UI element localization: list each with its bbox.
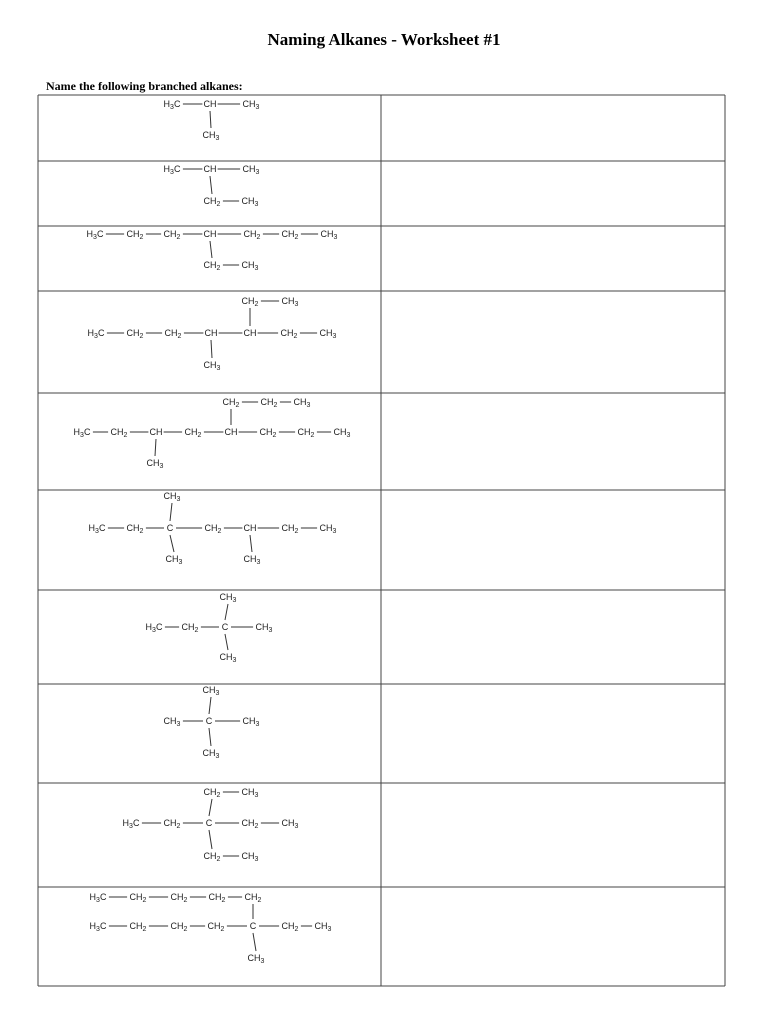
atom-label: $H_3C$ [88,523,106,535]
atom-label: $CH_3$ [293,397,311,409]
atom-label: $CH_2$ [204,523,222,535]
bond-line [155,439,156,456]
atom-label: $CH_3$ [163,491,181,503]
bond-line [170,503,172,521]
atom-label: $CH_3$ [242,716,260,728]
atom-label: $CH_3$ [242,99,260,111]
atom-label: $H_3C$ [73,427,91,439]
bond-line [170,535,174,552]
atom-label: $H_3C$ [122,818,140,830]
atom-label: $CH_3$ [241,851,259,863]
atom-label: $CH_2$ [170,921,188,933]
atom-label: CH [203,99,217,109]
atom-label: CH [149,427,163,437]
bond-line [210,111,211,128]
atom-label: $CH_2$ [110,427,128,439]
atom-label: $CH_2$ [164,328,182,340]
atom-label: C [221,622,229,632]
atom-label: CH [243,523,257,533]
atom-label: $CH_3$ [281,296,299,308]
atom-label: $H_3C$ [89,892,107,904]
atom-label: $CH_3$ [314,921,332,933]
answer-cell [382,96,724,160]
answer-cell [382,685,724,782]
atom-label: $H_3C$ [86,229,104,241]
atom-label: $CH_3$ [219,652,237,664]
instruction-text: Name the following branched alkanes: [46,79,243,93]
atom-label: $CH_2$ [241,818,259,830]
bond-line [210,176,212,194]
atom-label: $CH_3$ [242,164,260,176]
atom-label: $CH_2$ [208,892,226,904]
atom-label: $CH_2$ [297,427,315,439]
atom-label: CH [204,328,218,338]
atom-label: $CH_3$ [247,953,265,965]
atom-label: $CH_2$ [129,892,147,904]
atom-label: $CH_2$ [203,260,221,272]
atom-label: $CH_3$ [241,260,259,272]
atom-label: CH [243,328,257,338]
atom-label: $CH_3$ [163,716,181,728]
atom-label: C [166,523,174,533]
atom-label: $H_3C$ [163,164,181,176]
atom-label: $CH_3$ [320,229,338,241]
atom-label: $CH_2$ [259,427,277,439]
atom-label: $CH_2$ [243,229,261,241]
atom-label: $CH_3$ [333,427,351,439]
atom-label: $CH_3$ [241,787,259,799]
atom-label: $CH_2$ [163,229,181,241]
atom-label: $H_3C$ [89,921,107,933]
atom-label: $CH_2$ [241,296,259,308]
atom-label: C [249,921,257,931]
atom-label: $CH_2$ [203,851,221,863]
atom-label: $CH_2$ [163,818,181,830]
answer-cell [382,888,724,985]
atom-label: $CH_3$ [281,818,299,830]
atom-label: $H_3C$ [87,328,105,340]
atom-label: $CH_2$ [184,427,202,439]
atom-label: $H_3C$ [145,622,163,634]
atom-label: $CH_3$ [241,196,259,208]
atom-label: $CH_2$ [126,328,144,340]
answer-cell [382,227,724,290]
atom-label: $CH_2$ [203,196,221,208]
bond-line [210,241,212,258]
atom-label: CH [203,229,217,239]
bond-line [209,697,211,714]
atom-label: C [205,818,213,828]
bond-line [253,933,256,951]
bond-line [209,830,212,849]
atom-label: $CH_3$ [202,685,220,697]
bond-line [211,340,212,358]
answer-cell [382,491,724,589]
answer-cell [382,394,724,489]
atom-label: $CH_2$ [126,229,144,241]
atom-label: $CH_2$ [281,229,299,241]
atom-label: $CH_2$ [203,787,221,799]
atom-label: $CH_3$ [319,328,337,340]
answer-cell [382,591,724,683]
atom-label: $CH_3$ [202,748,220,760]
atom-label: $CH_2$ [181,622,199,634]
atom-label: $CH_3$ [255,622,273,634]
atom-label: $CH_2$ [207,921,225,933]
atom-label: CH [224,427,238,437]
bond-line [225,604,228,620]
bond-line [209,799,212,816]
atom-label: $CH_3$ [165,554,183,566]
atom-label: $CH_3$ [203,360,221,372]
atom-label: $CH_2$ [280,328,298,340]
atom-label: $CH_2$ [126,523,144,535]
atom-label: $H_3C$ [163,99,181,111]
atom-label: $CH_3$ [243,554,261,566]
bond-line [250,535,252,552]
worksheet-title: Naming Alkanes - Worksheet #1 [267,30,501,49]
answer-cell [382,292,724,392]
atom-label: $CH_3$ [202,130,220,142]
atom-label: $CH_2$ [170,892,188,904]
bond-line [209,728,211,746]
atom-label: $CH_2$ [129,921,147,933]
atom-label: $CH_2$ [260,397,278,409]
atom-label: C [205,716,213,726]
answer-cell [382,784,724,886]
atom-label: $CH_3$ [219,592,237,604]
answer-cell [382,162,724,225]
atom-label: CH [203,164,217,174]
atom-label: $CH_3$ [319,523,337,535]
atom-label: $CH_2$ [222,397,240,409]
atom-label: $CH_3$ [146,458,164,470]
bond-line [225,634,228,650]
atom-label: $CH_2$ [281,921,299,933]
atom-label: $CH_2$ [244,892,262,904]
atom-label: $CH_2$ [281,523,299,535]
